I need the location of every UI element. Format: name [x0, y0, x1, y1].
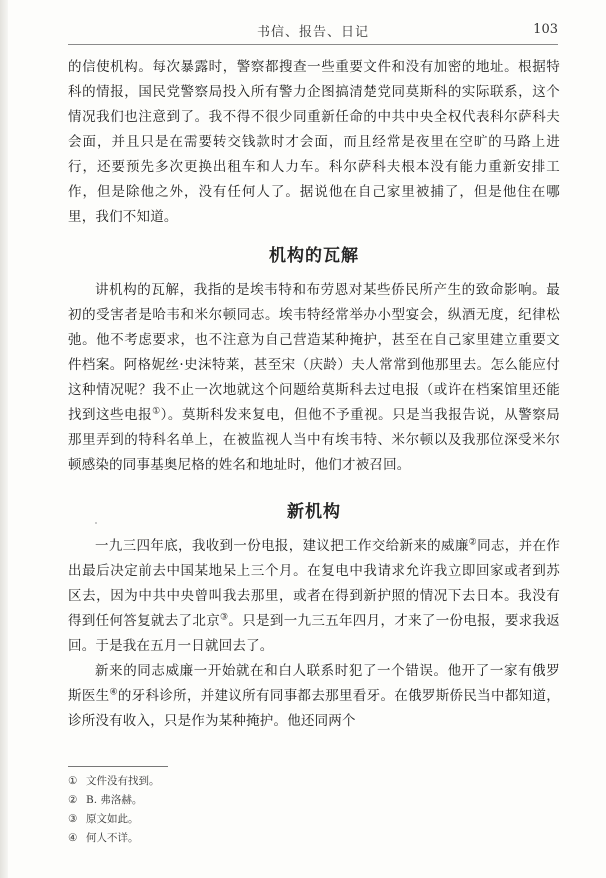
footnote-text: B. 弗洛赫。 — [86, 794, 143, 806]
new-org-p2-text-b: 的牙科诊所，并建议所有同事都去那里看牙。在俄罗斯侨民当中都知道，诊所没有收入，只是作为某种掩护。他还同两个 — [68, 688, 560, 729]
footnote-mark: ④ — [68, 832, 78, 844]
new-org-text-c: 。只是到一九三五年四月，才来了一份电报，要求我返回。于是我在五月一日就回去了。 — [68, 613, 560, 654]
footnote-item — [68, 829, 558, 848]
footnote-item — [68, 772, 558, 791]
print-speck — [95, 522, 97, 524]
new-organization-paragraph-2 — [68, 659, 560, 734]
running-title: 书信、报告、日记 — [256, 25, 369, 40]
footnote-mark: ① — [68, 775, 78, 787]
footnotes — [68, 772, 558, 848]
footnote-item — [68, 791, 558, 810]
page-binding-shadow — [0, 0, 8, 878]
section-heading-new-organization: 新机构 — [287, 502, 341, 522]
footnote-ref-4[interactable]: ④ — [109, 687, 118, 698]
main-text — [68, 55, 560, 734]
page-number: 103 — [533, 22, 558, 37]
new-org-p2-text-a: 新来的同志威廉一开始就在和白人联系时犯了一个错误。他开了一家有俄罗斯医生 — [68, 663, 560, 704]
footnote-mark: ③ — [68, 813, 78, 825]
new-organization-paragraph-1 — [68, 534, 560, 659]
section-heading-collapse: 机构的瓦解 — [269, 246, 359, 266]
footnote-ref-3[interactable]: ③ — [220, 612, 229, 623]
new-org-text-a: 一九三四年底，我收到一份电报，建议把工作交给新来的威廉 — [95, 538, 469, 554]
intro-paragraph: 的信使机构。每次暴露时，警察都搜查一些重要文件和没有加密的地址。根据特科的情报，国民党警察局投入所有警力企图搞清楚党同莫斯科的实际联系，这个情况我们也注意到了。我不得不很少同重新任命的中共中央全权代表科尔萨科夫会面，并且只是在需要转交钱款时才会面，而且经常是夜里在空旷的马路上进行，还要预先多次更换出租车和人力车。科尔萨科夫根本没有能力重新安排工作，但是除他之外，没有任何人了。据说他在自己家里被捕了，但是他住在哪里，我们不知道。 — [68, 59, 560, 225]
footnote-rule — [68, 766, 168, 767]
footnote-ref-2[interactable]: ② — [468, 537, 478, 548]
collapse-paragraph — [68, 278, 560, 478]
footnote-text: 原文如此。 — [86, 813, 139, 825]
footnote-ref-1[interactable]: ① — [152, 406, 161, 417]
footnote-text: 何人不详。 — [86, 832, 139, 844]
footnote-item — [68, 810, 558, 829]
collapse-text-b: ）。莫斯科发来复电，但他不予重视。只是当我报告说，从警察局那里弄到的特科名单上，在被监视人当中有埃韦特、米尔顿以及我那位深受米尔顿感染的同事基奥尼格的姓名和地址时，他们才被召回。 — [68, 407, 560, 473]
footnote-text: 文件没有找到。 — [86, 775, 160, 787]
running-header — [68, 18, 558, 45]
collapse-text-a: 讲机构的瓦解，我指的是埃韦特和布劳恩对某些侨民所产生的致命影响。最初的受害者是哈韦和米尔顿同志。埃韦特经常举办小型宴会，纵酒无度，纪律松弛。他不考虑要求，也不注意为自己营造某种掩护，甚至在自己家里建立重要文件档案。阿格妮丝·史沫特莱，甚至宋（庆龄）夫人常常到他那里去。怎么能应付这种情况呢？我不止一次地就这个问题给莫斯科去过电报（或许在档案馆里还能找到这些电报 — [68, 282, 560, 423]
footnote-mark: ② — [68, 794, 78, 806]
new-org-text-b: 同志，并在作出最后决定前去中国某地呆上三个月。在复电中我请求允许我立即回家或者到苏区去，因为中共中央曾叫我去那里，或者在得到新护照的情况下去日本。我没有得到任何答复就去了北京 — [68, 538, 560, 629]
